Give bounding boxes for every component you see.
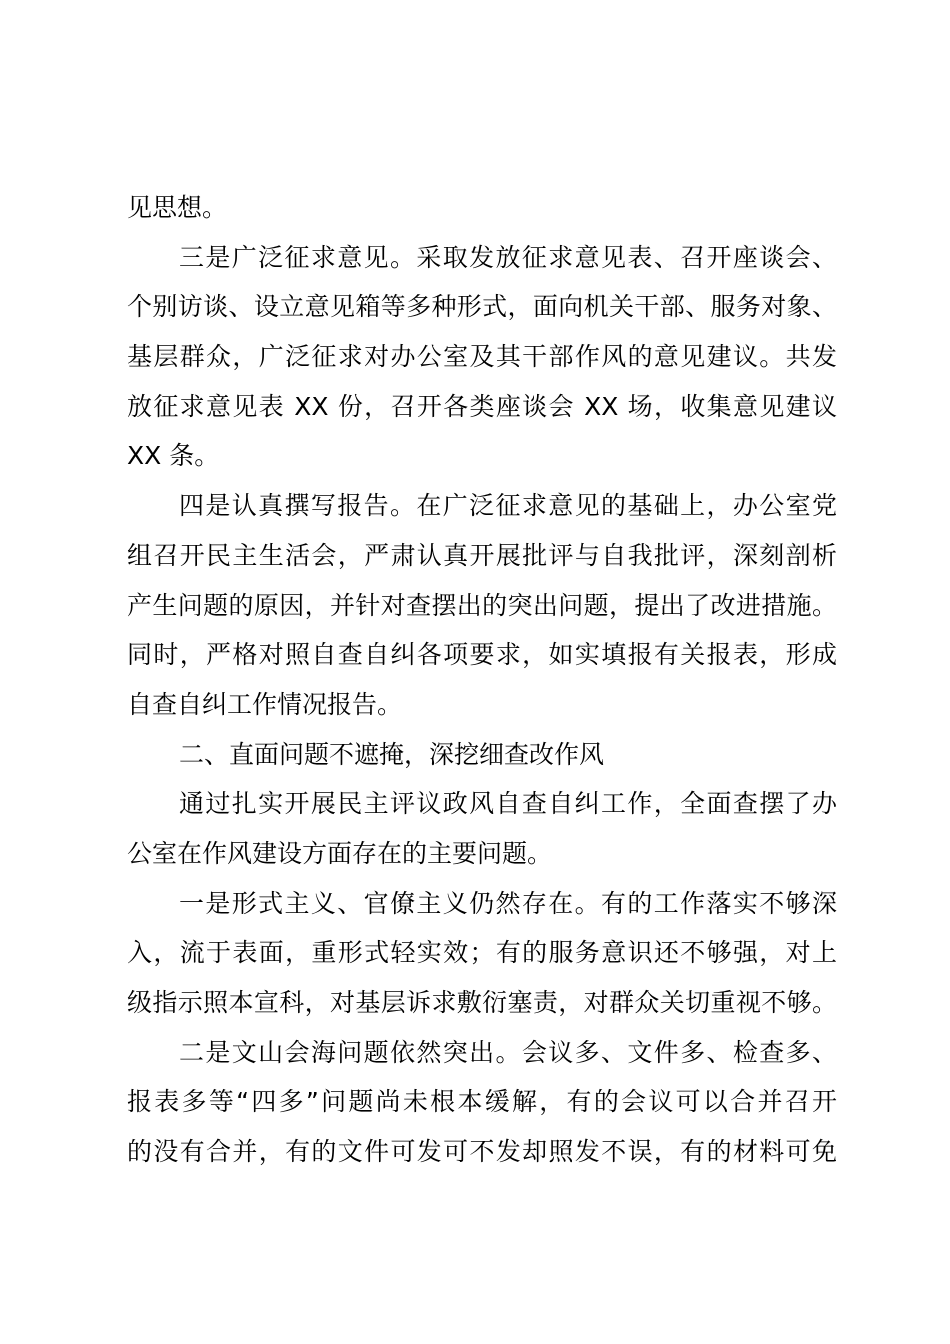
text-line: 通过扎实开展民主评议政风自查自纠工作，全面查摆了办 xyxy=(179,789,837,819)
document-body xyxy=(127,183,837,1177)
text-line: 自查自纠工作情况报告。 xyxy=(127,689,403,719)
text-line: 同时，严格对照自查自纠各项要求，如实填报有关报表，形成 xyxy=(127,640,837,670)
text-line: 个别访谈、设立意见箱等多种形式，面向机关干部、服务对象、 xyxy=(127,292,837,322)
paragraph-heading-meetings: 二是文山会海问题依然突出。会议多、文件多、检查多、 xyxy=(179,1037,837,1067)
paragraph-heading-solicit-opinions: 三是广泛征求意见。采取发放征求意见表、召开座谈会、 xyxy=(179,242,837,272)
text-line: 的没有合并，有的文件可发可不发却照发不误，有的材料可免 xyxy=(127,1137,837,1167)
text-line: 产生问题的原因，并针对查摆出的突出问题，提出了改进措施。 xyxy=(127,590,837,620)
text-line: 报表多等“四多”问题尚未根本缓解，有的会议可以合并召开 xyxy=(127,1087,837,1117)
paragraph-heading-write-report: 四是认真撰写报告。在广泛征求意见的基础上，办公室党 xyxy=(179,491,837,521)
text-line: XX 条。 xyxy=(127,441,220,471)
paragraph-heading-formalism: 一是形式主义、官僚主义仍然存在。有的工作落实不够深 xyxy=(179,888,837,918)
text-line: 公室在作风建设方面存在的主要问题。 xyxy=(127,838,553,868)
text-line: 组召开民主生活会，严肃认真开展批评与自我批评，深刻剖析 xyxy=(127,540,837,570)
text-line: 见思想。 xyxy=(127,193,228,222)
text-line: 级指示照本宣科，对基层诉求敷衍塞责，对群众关切重视不够。 xyxy=(127,988,837,1017)
text-line: 基层群众，广泛征求对办公室及其干部作风的意见建议。共发 xyxy=(127,342,837,372)
text-line: 放征求意见表 XX 份，召开各类座谈会 XX 场，收集意见建议 xyxy=(127,391,837,421)
section-heading: 二、直面问题不遮掩，深挖细查改作风 xyxy=(179,739,605,769)
text-line: 入，流于表面，重形式轻实效；有的服务意识还不够强，对上 xyxy=(127,938,837,968)
